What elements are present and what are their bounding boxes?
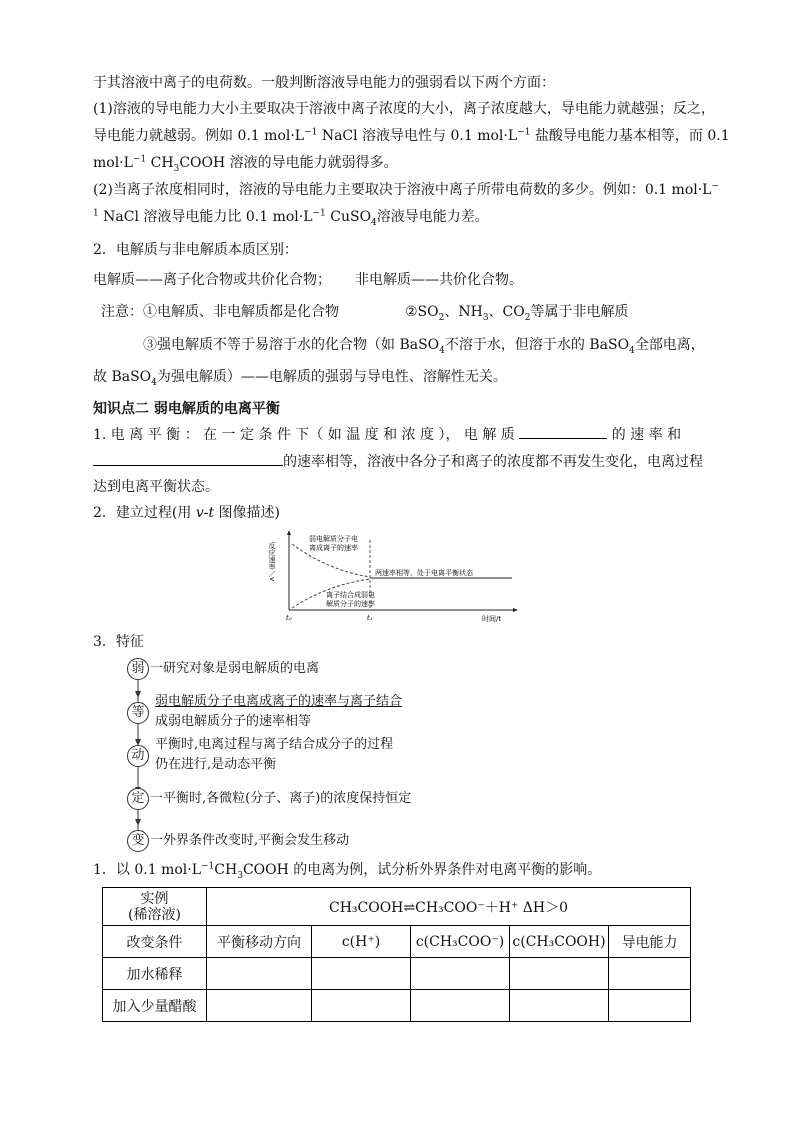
text-line	[93, 126, 730, 146]
feature-char-equal: 等	[127, 702, 149, 724]
fill-blank[interactable]	[93, 451, 283, 466]
table-header: 平衡移动方向	[207, 926, 312, 958]
text-span: 图像描述)	[214, 505, 281, 521]
text-span: v-t	[195, 505, 215, 521]
table-cell-blank[interactable]	[510, 990, 609, 1022]
text-span: (2)当离子浓度相同时，溶液的导电能力主要取决于溶液中离子所带电荷数的多少。例如：0.1 mol·L	[93, 182, 712, 198]
text-line: 2．电解质与非电解质本质区别：	[93, 242, 298, 258]
section-heading: 知识点二 弱电解质的电离平衡	[93, 401, 280, 417]
text-line	[101, 302, 629, 322]
subscript: 4	[629, 345, 635, 356]
table-cell	[103, 888, 207, 926]
subscript: 4	[151, 377, 157, 388]
equilibrium-label: 两速率相等，处于电离平衡状态	[375, 569, 473, 577]
table-header: c(CH₃COOH)	[510, 926, 609, 958]
text-line	[93, 153, 398, 173]
text-span: 的 速 率 和	[611, 427, 682, 443]
table-cell-blank[interactable]	[609, 958, 691, 990]
table-cell-blank[interactable]	[312, 958, 411, 990]
table-header-row	[103, 926, 691, 958]
feature-text-dynamic-1: 平衡时,电离过程与离子结合成分子的过程	[155, 737, 394, 752]
feature-text-fixed: 一平衡时,各微粒(分子、离子)的浓度保持恒定	[150, 791, 412, 806]
text-span: 盐酸导电能力基本相等，而 0.1	[530, 128, 730, 144]
table-cell-blank[interactable]	[411, 990, 510, 1022]
t1-label: t₁	[367, 614, 373, 622]
text-span: 不溶于水，但溶于水的 BaSO	[444, 337, 630, 353]
cell-text: (稀溶液)	[128, 906, 181, 923]
text-span: 、NH	[444, 304, 483, 320]
table-cell-blank[interactable]	[312, 990, 411, 1022]
text-span: 溶液导电能力差。	[376, 209, 489, 225]
text-line	[93, 207, 489, 227]
vt-diagram	[268, 530, 522, 625]
feature-char-change: 变	[127, 830, 149, 852]
feature-text-equal-2: 成弱电解质分子的速率相等	[155, 714, 312, 729]
text-line: 达到电离平衡状态。	[93, 479, 219, 495]
table-cell-blank[interactable]	[609, 990, 691, 1022]
curve-top-label: 弱电解质分子电离成离子的速率	[309, 535, 358, 552]
text-line	[93, 860, 601, 880]
subscript: 3	[482, 312, 489, 323]
table-row	[103, 958, 691, 990]
x-label: 时间/t	[482, 615, 502, 623]
text-line	[93, 424, 681, 445]
t0-label: t₀	[286, 614, 292, 622]
text-span: 全部电离，	[634, 337, 705, 353]
table-header: 改变条件	[103, 926, 207, 958]
subscript: 2	[524, 312, 531, 323]
text-span: 导电能力就越弱。例如 0.1 mol·L	[93, 128, 305, 144]
text-span: NaCl 溶液导电性与 0.1 mol·L	[317, 128, 518, 144]
superscript: −1	[312, 208, 326, 219]
subscript: 4	[439, 345, 445, 356]
text-line	[93, 270, 523, 290]
table-row	[103, 990, 691, 1022]
table-header: c(H⁺)	[312, 926, 411, 958]
text-line: 3．特征	[93, 634, 144, 650]
table-cell-blank[interactable]	[207, 958, 312, 990]
text-span: 1. 电 离 平 衡 ： 在 一 定 条 件 下（ 如 温 度 和 浓 度 ）， 电 解 质	[93, 427, 515, 443]
table-header: 导电能力	[609, 926, 691, 958]
text-span: CH	[146, 155, 174, 171]
x-axis-arrow	[513, 608, 518, 612]
text-span: 的速率相等，溶液中各分子和离子的浓度都不再发生变化，电离过程	[283, 454, 703, 470]
feature-char-weak: 弱	[127, 658, 149, 680]
superscript: −1	[132, 154, 147, 165]
text-span: COOH 的电离为例，试分析外界条件对电离平衡的影响。	[242, 862, 602, 878]
text-span: 等属于非电解质	[530, 304, 629, 320]
text-span: ③强电解质不等于易溶于水的化合物（如 BaSO	[143, 337, 440, 353]
feature-text-weak: 一研究对象是弱电解质的电离	[150, 661, 320, 676]
text-span: 、CO	[488, 304, 525, 320]
table-cell: 加水稀释	[103, 958, 207, 990]
text-line	[143, 335, 705, 355]
table-cell-blank[interactable]	[207, 990, 312, 1022]
text-span: 电解质——离子化合物或共价化合物；	[93, 272, 331, 288]
table-cell: 加入少量醋酸	[103, 990, 207, 1022]
curve-bottom-label: 离子结合成弱电解质分子的速率	[326, 591, 375, 608]
text-span: 非电解质——共价化合物。	[355, 272, 523, 288]
cell-text: 实例	[140, 890, 169, 907]
feature-text-equal-1: 弱电解质分子电离成离子的速率与离子结合	[155, 694, 403, 709]
superscript: −	[711, 181, 720, 192]
text-line: (1)溶液的导电能力大小主要取决于溶液中离子浓度的大小，离子浓度越大，导电能力就越强；反之，	[93, 101, 715, 117]
text-span: ②SO	[405, 304, 439, 320]
text-span: CuSO	[325, 209, 372, 225]
text-span: CH	[214, 862, 238, 878]
text-span: 为强电解质）——电解质的强弱与导电性、溶解性无关。	[156, 369, 507, 385]
text-span: 2．建立过程(用	[93, 505, 196, 521]
feature-text-change: 一外界条件改变时,平衡会发生移动	[150, 833, 350, 848]
text-span: 1．以 0.1 mol·L	[93, 862, 202, 878]
y-label: 反应速率／v	[268, 542, 276, 582]
superscript: −1	[517, 127, 531, 138]
feature-text-dynamic-2: 仍在进行,是动态平衡	[155, 757, 277, 772]
text-span: COOH 溶液的导电能力就弱得多。	[179, 155, 398, 171]
text-line	[93, 367, 507, 387]
subscript: 3	[237, 870, 243, 881]
subscript: 3	[173, 163, 180, 174]
text-span: mol·L	[93, 155, 133, 171]
table-cell-blank[interactable]	[510, 958, 609, 990]
text-line: 于其溶液中离子的电荷数。一般判断溶液导电能力的强弱看以下两个方面：	[93, 75, 555, 91]
feature-char-fixed: 定	[127, 788, 149, 810]
subscript: 4	[371, 217, 377, 228]
text-line	[93, 451, 703, 472]
equation-cell: CH₃COOH⇌CH₃COO⁻＋H⁺ ΔH＞0	[207, 888, 691, 926]
text-span: NaCl 溶液导电能力比 0.1 mol·L	[98, 209, 313, 225]
table-cell-blank[interactable]	[411, 958, 510, 990]
superscript: 1	[93, 208, 99, 219]
table-row	[103, 888, 691, 926]
table-header: c(CH₃COO⁻)	[411, 926, 510, 958]
text-line	[93, 503, 280, 523]
equilibrium-table	[102, 887, 691, 1022]
superscript: −1	[304, 127, 318, 138]
subscript: 2	[438, 312, 445, 323]
text-span: 注意：①电解质、非电解质都是化合物	[101, 304, 339, 320]
fill-blank[interactable]	[519, 424, 607, 439]
text-line	[93, 180, 719, 200]
y-axis-arrow	[287, 530, 291, 535]
text-span: 故 BaSO	[93, 369, 152, 385]
superscript: −1	[201, 861, 215, 872]
feature-char-dynamic: 动	[127, 745, 149, 767]
